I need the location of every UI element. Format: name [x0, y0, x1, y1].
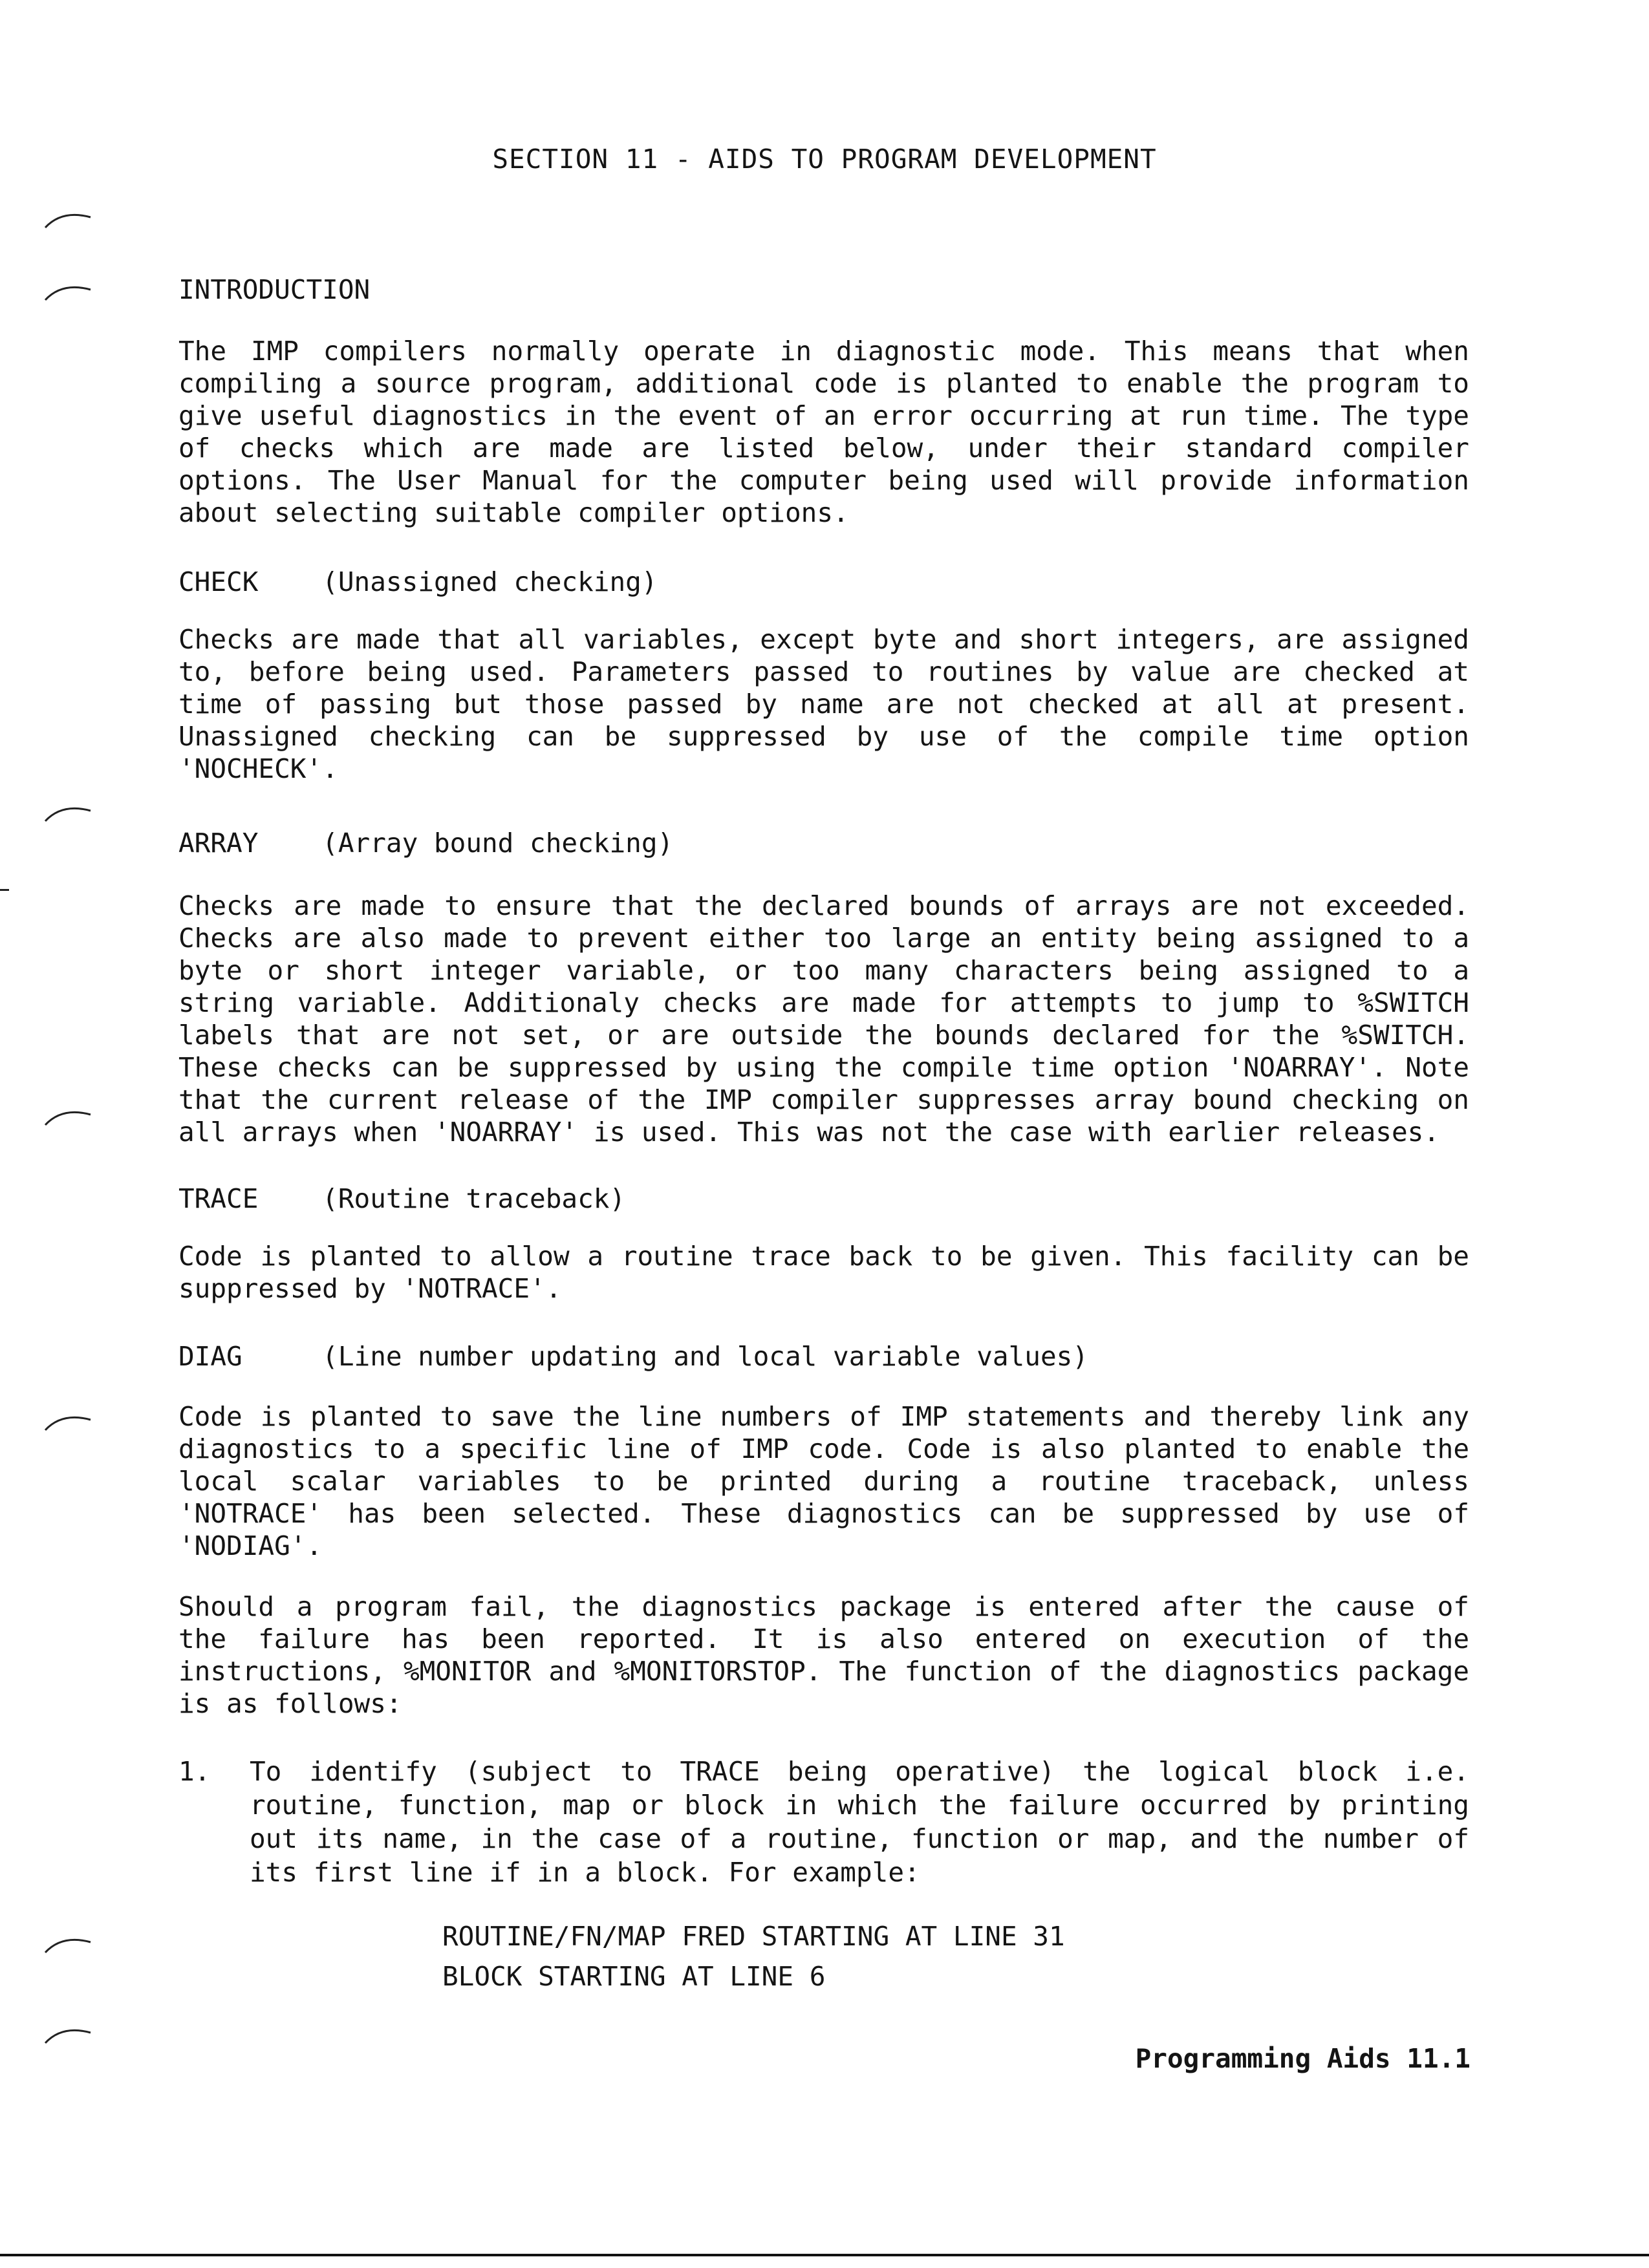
diag-paragraph [178, 1400, 1469, 1562]
array-paragraph [178, 890, 1469, 1148]
binder-mark [43, 799, 94, 825]
paragraph-line: diagnostics to a specific line of IMP code. Code is also planted to enable the [178, 1433, 1469, 1464]
example-output [442, 1916, 1065, 1996]
paragraph-line: 'NOTRACE' has been selected. These diagnostics can be suppressed by use of [178, 1498, 1469, 1529]
paragraph-line: 'NOCHECK'. [178, 753, 338, 784]
paragraph-line: is as follows: [178, 1688, 402, 1719]
page-bottom-edge [0, 2254, 1649, 2256]
paragraph-line: all arrays when 'NOARRAY' is used. This was not the case with earlier releases. [178, 1117, 1440, 1148]
example-line: ROUTINE/FN/MAP FRED STARTING AT LINE 31 [442, 1921, 1065, 1952]
paragraph-line: local scalar variables to be printed during a routine traceback, unless [178, 1466, 1469, 1497]
list-item-number: 1. [178, 1756, 211, 1787]
paragraph-line: Checks are made that all variables, except byte and short integers, are assigned [178, 624, 1469, 655]
paragraph-line: Unassigned checking can be suppressed by use of the compile time option [178, 721, 1469, 752]
example-line: BLOCK STARTING AT LINE 6 [442, 1961, 826, 1992]
binder-mark [43, 1931, 94, 1956]
paragraph-line: byte or short integer variable, or too many characters being assigned to a [178, 955, 1469, 986]
diag-heading: DIAG (Line number updating and local variable values) [178, 1341, 1088, 1372]
diagnostics-package-paragraph [178, 1590, 1469, 1720]
paragraph-line: give useful diagnostics in the event of an error occurring at run time. The type [178, 400, 1469, 431]
paragraph-line: that the current release of the IMP compiler suppresses array bound checking on [178, 1084, 1469, 1115]
trace-heading: TRACE (Routine traceback) [178, 1183, 626, 1214]
binder-mark [43, 206, 94, 231]
list-item-body [250, 1755, 1469, 1889]
binder-mark [43, 1408, 94, 1434]
check-paragraph [178, 623, 1469, 785]
binder-mark [43, 2021, 94, 2047]
binder-mark [43, 278, 94, 304]
list-item-line: routine, function, map or block in which the failure occurred by printing [250, 1790, 1469, 1821]
paragraph-line: These checks can be suppressed by using the compile time option 'NOARRAY'. Note [178, 1052, 1469, 1083]
page-footer: Programming Aids 11.1 [1135, 2043, 1471, 2074]
paragraph-line: time of passing but those passed by name are not checked at all at present. [178, 689, 1469, 720]
trace-paragraph [178, 1240, 1469, 1305]
paragraph-line: The IMP compilers normally operate in diagnostic mode. This means that when [178, 336, 1469, 367]
list-item-line: To identify (subject to TRACE being operative) the logical block i.e. [250, 1756, 1469, 1787]
paragraph-line: the failure has been reported. It is also entered on execution of the [178, 1623, 1469, 1654]
paragraph-line: Checks are also made to prevent either too large an entity being assigned to a [178, 923, 1469, 954]
array-heading: ARRAY (Array bound checking) [178, 828, 674, 859]
paragraph-line: string variable. Additionaly checks are made for attempts to jump to %SWITCH [178, 987, 1469, 1018]
list-item-line: its first line if in a block. For example: [250, 1857, 920, 1888]
list-item-line: out its name, in the case of a routine, function or map, and the number of [250, 1823, 1469, 1854]
paragraph-line: about selecting suitable compiler options. [178, 497, 849, 528]
paragraph-line: options. The User Manual for the computer being used will provide information [178, 465, 1469, 496]
binder-mark [43, 1103, 94, 1129]
section-title: SECTION 11 - AIDS TO PROGRAM DEVELOPMENT [492, 144, 1157, 175]
paragraph-line: suppressed by 'NOTRACE'. [178, 1273, 562, 1304]
paragraph-line: compiling a source program, additional code is planted to enable the program to [178, 368, 1469, 399]
check-heading: CHECK (Unassigned checking) [178, 566, 658, 597]
paragraph-line: Checks are made to ensure that the declared bounds of arrays are not exceeded. [178, 890, 1469, 921]
paragraph-line: Should a program fail, the diagnostics package is entered after the cause of [178, 1591, 1469, 1622]
paragraph-line: Code is planted to allow a routine trace back to be given. This facility can be [178, 1241, 1469, 1272]
paragraph-line: of checks which are made are listed below, under their standard compiler [178, 433, 1469, 464]
paragraph-line: instructions, %MONITOR and %MONITORSTOP. The function of the diagnostics package [178, 1656, 1469, 1687]
paragraph-line: to, before being used. Parameters passed to routines by value are checked at [178, 656, 1469, 687]
paragraph-line: Code is planted to save the line numbers of IMP statements and thereby link any [178, 1401, 1469, 1432]
introduction-paragraph [178, 335, 1469, 529]
paragraph-line: 'NODIAG'. [178, 1530, 323, 1561]
margin-dash [0, 889, 9, 891]
introduction-heading: INTRODUCTION [178, 274, 371, 305]
paragraph-line: labels that are not set, or are outside the bounds declared for the %SWITCH. [178, 1020, 1469, 1051]
